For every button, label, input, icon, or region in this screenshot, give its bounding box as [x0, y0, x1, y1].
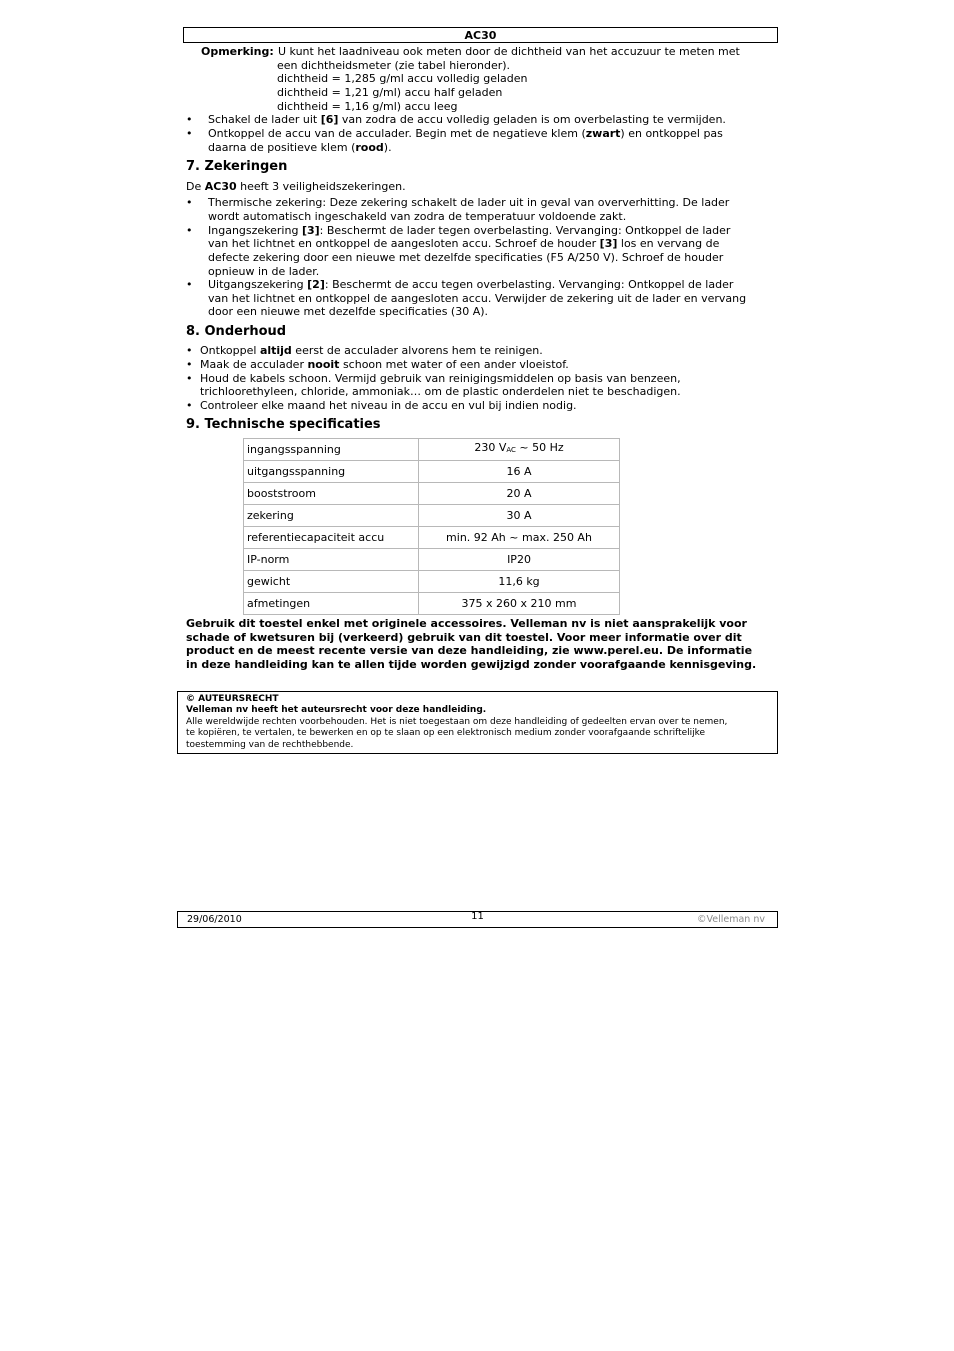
copyright-subtitle: Velleman nv heeft het auteursrecht voor deze handleiding. [186, 705, 487, 716]
table-cell-value: 30 A [419, 505, 620, 527]
bullet-icon: • [186, 399, 193, 412]
list-item: Ontkoppel altijd eerst de acculader alvorens hem te reinigen. [200, 344, 543, 357]
copyright-text: Alle wereldwijde rechten voorbehouden. Het is niet toegestaan om deze handleiding of gedeelten ervan over te nemen, [186, 716, 728, 727]
list-item-continued: van het lichtnet en ontkoppel de aangesloten accu. Verwijder de zekering uit de lader en vervang [208, 292, 747, 305]
note-line-3: dichtheid = 1,285 g/ml accu volledig geladen [277, 72, 528, 85]
table-row [244, 527, 620, 549]
bullet-icon: • [186, 224, 193, 237]
copyright-box [177, 691, 778, 754]
table-row [244, 593, 620, 615]
disclaimer-line: Gebruik dit toestel enkel met originele accessoires. Velleman nv is niet aansprakelijk voor [186, 617, 747, 630]
section-title: 7. Zekeringen [186, 159, 288, 174]
note-line-4: dichtheid = 1,21 g/ml) accu half geladen [277, 86, 503, 99]
table-cell-label: ingangsspanning [244, 439, 419, 461]
list-item: Schakel de lader uit [6] van zodra de accu volledig geladen is om overbelasting te vermijden. [208, 113, 726, 126]
table-cell-label: referentiecapaciteit accu [244, 527, 419, 549]
table-cell-label: IP-norm [244, 549, 419, 571]
disclaimer [186, 617, 771, 671]
section-title: 8. Onderhoud [186, 324, 287, 339]
list-item-continued: door een nieuwe met dezelfde specificaties (30 A). [208, 305, 489, 318]
table-cell-label: gewicht [244, 571, 419, 593]
table-row [244, 461, 620, 483]
list-item-continued: defecte zekering door een nieuwe met dezelfde specificaties (F5 A/250 V). Schroef de houder [208, 251, 724, 264]
table-cell-value: 16 A [419, 461, 620, 483]
list-item: Houd de kabels schoon. Vermijd gebruik van reinigingsmiddelen op basis van benzeen, [200, 372, 681, 385]
table-row [244, 483, 620, 505]
list-item-continued: daarna de positieve klem (rood). [208, 141, 392, 154]
list-item: Thermische zekering: Deze zekering schakelt de lader uit in geval van oververhitting. De lader [208, 196, 730, 209]
table-cell-label: zekering [244, 505, 419, 527]
bullet-icon: • [186, 113, 193, 126]
bullet-icon: • [186, 278, 193, 291]
disclaimer-line: product en de meest recente versie van deze handleiding, zie www.perel.eu. De informatie [186, 644, 753, 658]
copyright-text: te kopiëren, te vertalen, te bewerken en op te slaan op een elektronisch medium zonder voorafgaande schriftelijke [186, 728, 706, 739]
table-cell-value: 230 $V_{AC}$ ~ 50 Hz [419, 439, 620, 461]
list-item: Controleer elke maand het niveau in de accu en vul bij indien nodig. [200, 399, 577, 412]
table-cell-label: afmetingen [244, 593, 419, 615]
note-label: Opmerking: [201, 45, 274, 58]
bullet-icon: • [186, 344, 193, 357]
document-title: AC30 [464, 29, 497, 42]
table-row [244, 439, 620, 461]
list-item-continued: van het lichtnet en ontkoppel de aangesloten accu. Schroef de houder [3] los en vervang de [208, 237, 720, 250]
note-line-5: dichtheid = 1,16 g/ml) accu leeg [277, 100, 458, 113]
list-item: Ingangszekering [3]: Beschermt de lader tegen overbelasting. Vervanging: Ontkoppel de lader [208, 224, 731, 237]
table-cell-value: 20 A [419, 483, 620, 505]
bullet-icon: • [186, 358, 193, 371]
disclaimer-line: schade of kwetsuren bij (verkeerd) gebruik van dit toestel. Voor meer informatie over dit [186, 630, 742, 644]
header-box [183, 27, 778, 43]
bullet-icon: • [186, 372, 193, 385]
footer-box [177, 911, 778, 928]
table-cell-value: 11,6 kg [419, 571, 620, 593]
table-cell-value: 375 x 260 x 210 mm [419, 593, 620, 615]
list-item-continued: opnieuw in de lader. [208, 265, 320, 278]
list-item-continued: wordt automatisch ingeschakeld van zodra de temperatuur voldoende zakt. [208, 210, 627, 223]
table-row [244, 571, 620, 593]
table-row [244, 549, 620, 571]
section-title: 9. Technische specificaties [186, 417, 381, 432]
bullet-icon: • [186, 127, 193, 140]
list-item: Uitgangszekering [2]: Beschermt de accu tegen overbelasting. Vervanging: Ontkoppel de lader [208, 278, 734, 291]
table-cell-value: IP20 [419, 549, 620, 571]
section-intro: De AC30 heeft 3 veiligheidszekeringen. [186, 180, 406, 193]
copyright-text: toestemming van de rechthebbende. [186, 739, 354, 750]
bullet-icon: • [186, 196, 193, 209]
note-line-2: een dichtheidsmeter (zie tabel hieronder). [277, 59, 511, 72]
list-item-continued: trichloorethyleen, chloride, ammoniak… om de plastic onderdelen niet te beschadigen. [200, 385, 681, 398]
footer-copyright: ©Velleman nv [697, 914, 765, 925]
copyright-title: © AUTEURSRECHT [186, 694, 279, 704]
table-cell-label: booststroom [244, 483, 419, 505]
list-item: Maak de acculader nooit schoon met water of een ander vloeistof. [200, 358, 569, 371]
table-cell-value: min. 92 Ah ~ max. 250 Ah [419, 527, 620, 549]
table-cell-label: uitgangsspanning [244, 461, 419, 483]
table-row [244, 505, 620, 527]
disclaimer-line: in deze handleiding kan te allen tijde worden gewijzigd zonder voorafgaande kennisgeving. [186, 657, 757, 671]
footer-date: 29/06/2010 [187, 914, 242, 925]
note-line-1: U kunt het laadniveau ook meten door de dichtheid van het accuzuur te meten met [278, 45, 740, 58]
list-item: Ontkoppel de accu van de acculader. Begin met de negatieve klem (zwart) en ontkoppel pas [208, 127, 723, 140]
page-number: 11 [471, 911, 484, 922]
specs-table [243, 438, 620, 615]
